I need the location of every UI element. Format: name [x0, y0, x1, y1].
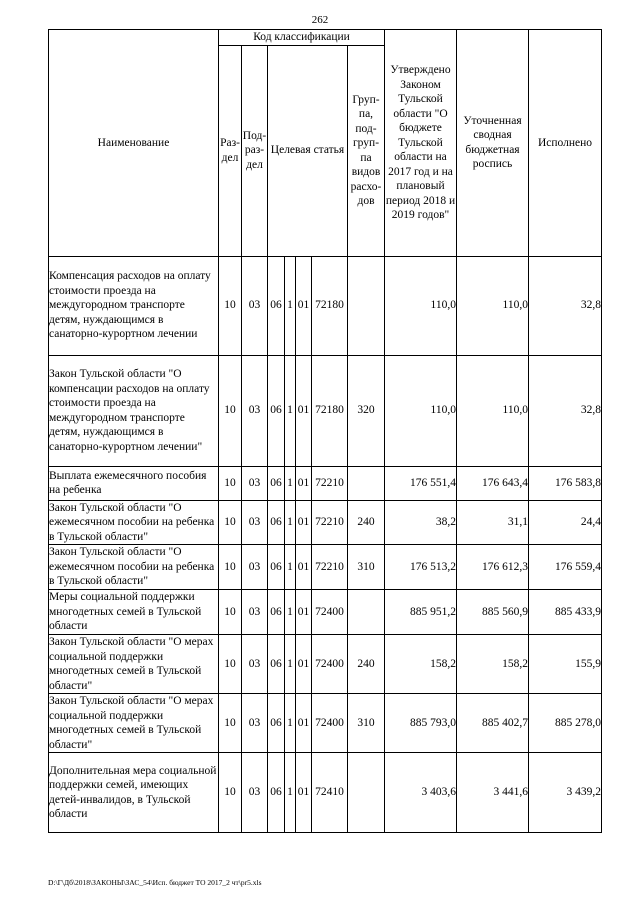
header-target: Целевая статья [268, 45, 348, 256]
row-podrazdel: 03 [242, 590, 268, 635]
row-target-event: 01 [296, 500, 312, 545]
row-target-direction: 72210 [312, 466, 348, 500]
row-executed: 24,4 [529, 500, 602, 545]
row-target-direction: 72410 [312, 753, 348, 833]
table-row [49, 753, 602, 833]
row-target-subprogram: 1 [285, 545, 296, 590]
row-approved: 110,0 [385, 355, 457, 466]
header-refined: Уточненная сводная бюджетная роспись [457, 30, 529, 257]
row-name: Закон Тульской области "О ежемесячном пособии на ребенка в Тульской области" [49, 545, 219, 590]
row-target-subprogram: 1 [285, 590, 296, 635]
row-target-direction: 72400 [312, 590, 348, 635]
row-executed: 32,8 [529, 355, 602, 466]
row-group: 310 [348, 545, 385, 590]
row-group [348, 256, 385, 355]
row-approved: 885 951,2 [385, 590, 457, 635]
row-approved: 110,0 [385, 256, 457, 355]
table-row [49, 694, 602, 753]
row-group [348, 590, 385, 635]
row-approved: 158,2 [385, 635, 457, 694]
row-executed: 176 583,8 [529, 466, 602, 500]
row-target-event: 01 [296, 355, 312, 466]
row-executed: 3 439,2 [529, 753, 602, 833]
row-target-direction: 72180 [312, 256, 348, 355]
row-group: 320 [348, 355, 385, 466]
row-executed: 155,9 [529, 635, 602, 694]
row-target-direction: 72210 [312, 500, 348, 545]
row-group: 240 [348, 635, 385, 694]
header-code-classification: Код классификации [219, 30, 385, 46]
row-target-subprogram: 1 [285, 500, 296, 545]
row-razdel: 10 [219, 694, 242, 753]
header-executed: Исполнено [529, 30, 602, 257]
row-target-subprogram: 1 [285, 256, 296, 355]
row-podrazdel: 03 [242, 694, 268, 753]
row-target-subprogram: 1 [285, 694, 296, 753]
header-razdel: Раз-дел [219, 45, 242, 256]
header-podrazdel: Под-раз-дел [242, 45, 268, 256]
page-number: 262 [311, 14, 329, 26]
row-target-subprogram: 1 [285, 753, 296, 833]
row-razdel: 10 [219, 753, 242, 833]
row-target-event: 01 [296, 256, 312, 355]
row-podrazdel: 03 [242, 256, 268, 355]
row-target-direction: 72400 [312, 635, 348, 694]
row-razdel: 10 [219, 635, 242, 694]
row-razdel: 10 [219, 256, 242, 355]
header-approved: Утверждено Законом Тульской области "О бюджете Тульской области на 2017 год и на плановый период 2018 и 2019 годов" [385, 30, 457, 257]
header-name: Наименование [49, 30, 219, 257]
table-row [49, 635, 602, 694]
row-target-program: 06 [268, 590, 285, 635]
row-name: Закон Тульской области "О компенсации расходов на оплату стоимости проезда на междугородном транспорте детям, нуждающимся в санаторно-курортном лечении" [49, 355, 219, 466]
row-group: 240 [348, 500, 385, 545]
table-row [49, 256, 602, 355]
table-row [49, 500, 602, 545]
row-refined: 3 441,6 [457, 753, 529, 833]
row-razdel: 10 [219, 590, 242, 635]
row-name: Закон Тульской области "О ежемесячном пособии на ребенка в Тульской области" [49, 500, 219, 545]
row-razdel: 10 [219, 466, 242, 500]
row-target-direction: 72400 [312, 694, 348, 753]
row-refined: 885 402,7 [457, 694, 529, 753]
row-podrazdel: 03 [242, 753, 268, 833]
row-approved: 176 551,4 [385, 466, 457, 500]
table-row [49, 355, 602, 466]
row-target-subprogram: 1 [285, 355, 296, 466]
row-target-direction: 72180 [312, 355, 348, 466]
row-razdel: 10 [219, 545, 242, 590]
row-refined: 31,1 [457, 500, 529, 545]
row-name: Меры социальной поддержки многодетных семей в Тульской области [49, 590, 219, 635]
row-refined: 110,0 [457, 256, 529, 355]
row-target-program: 06 [268, 256, 285, 355]
row-name: Закон Тульской области "О мерах социальной поддержки многодетных семей в Тульской области" [49, 694, 219, 753]
row-approved: 3 403,6 [385, 753, 457, 833]
row-target-event: 01 [296, 545, 312, 590]
row-executed: 885 278,0 [529, 694, 602, 753]
row-target-program: 06 [268, 694, 285, 753]
table-row [49, 590, 602, 635]
row-target-event: 01 [296, 590, 312, 635]
row-executed: 32,8 [529, 256, 602, 355]
row-target-event: 01 [296, 694, 312, 753]
row-razdel: 10 [219, 355, 242, 466]
row-name: Компенсация расходов на оплату стоимости проезда на междугородном транспорте детям, нуждающимся в санаторно-курортном лечении [49, 256, 219, 355]
row-refined: 110,0 [457, 355, 529, 466]
row-razdel: 10 [219, 500, 242, 545]
file-path-footer: D:\Г\Дб\2018\ЗАКОНЫ\ЗАС_54\Исп. бюджет ТО 2017_2 чт\pr5.xls [48, 878, 262, 887]
row-target-event: 01 [296, 466, 312, 500]
row-executed: 176 559,4 [529, 545, 602, 590]
budget-table [48, 29, 602, 833]
row-target-program: 06 [268, 355, 285, 466]
row-group [348, 466, 385, 500]
row-podrazdel: 03 [242, 545, 268, 590]
row-refined: 158,2 [457, 635, 529, 694]
row-executed: 885 433,9 [529, 590, 602, 635]
row-podrazdel: 03 [242, 466, 268, 500]
row-group [348, 753, 385, 833]
row-target-program: 06 [268, 753, 285, 833]
row-podrazdel: 03 [242, 500, 268, 545]
row-target-program: 06 [268, 545, 285, 590]
row-target-event: 01 [296, 635, 312, 694]
row-name: Дополнительная мера социальной поддержки семей, имеющих детей-инвалидов, в Тульской области [49, 753, 219, 833]
row-target-subprogram: 1 [285, 466, 296, 500]
row-podrazdel: 03 [242, 355, 268, 466]
row-podrazdel: 03 [242, 635, 268, 694]
table-row [49, 466, 602, 500]
row-approved: 38,2 [385, 500, 457, 545]
row-name: Выплата ежемесячного пособия на ребенка [49, 466, 219, 500]
row-refined: 176 612,3 [457, 545, 529, 590]
row-name: Закон Тульской области "О мерах социальной поддержки многодетных семей в Тульской области" [49, 635, 219, 694]
row-refined: 176 643,4 [457, 466, 529, 500]
row-target-subprogram: 1 [285, 635, 296, 694]
table-row [49, 545, 602, 590]
row-target-program: 06 [268, 500, 285, 545]
row-group: 310 [348, 694, 385, 753]
row-approved: 885 793,0 [385, 694, 457, 753]
row-target-program: 06 [268, 466, 285, 500]
row-approved: 176 513,2 [385, 545, 457, 590]
row-target-event: 01 [296, 753, 312, 833]
row-target-direction: 72210 [312, 545, 348, 590]
header-group: Груп-па, под-груп-па видов расхо-дов [348, 45, 385, 256]
row-refined: 885 560,9 [457, 590, 529, 635]
row-target-program: 06 [268, 635, 285, 694]
